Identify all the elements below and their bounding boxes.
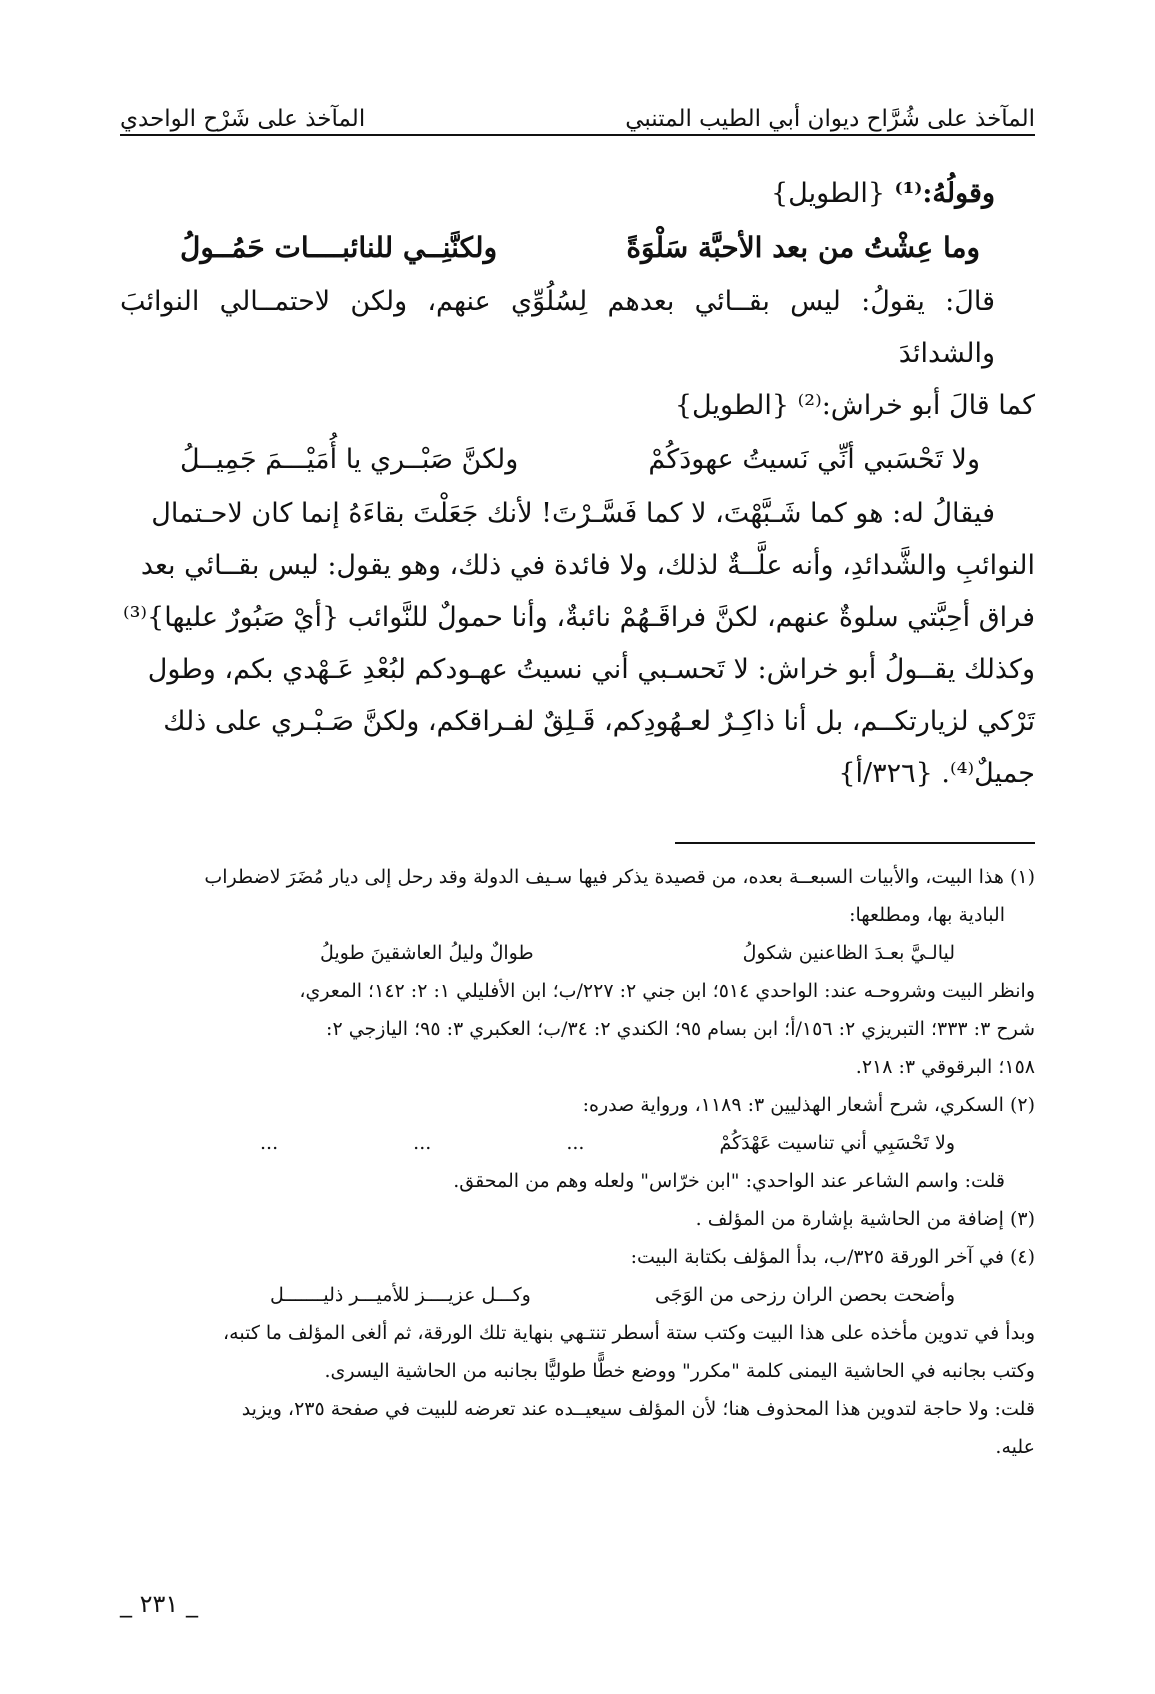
footnote-2-line: قلت: واسم الشاعر عند الواحدي: "ابن خرّاس" ولعله وهم من المحقق. xyxy=(453,1170,1005,1192)
running-header xyxy=(120,86,1035,132)
verse-2-first-hemistich: ولا تَحْسَبي أنِّي نَسيتُ عهودَكُمْ xyxy=(648,444,980,475)
commentary-line: فيقالُ له: هو كما شَـبَّهْتَ، لا كما فَسَّـرْتَ! لأنك جَعَلْتَ بقاءَهُ إنما كان لاحـتمال xyxy=(151,498,995,529)
footnote-verse-hemistich: ولا تَحْسَبِي أني تناسيت عَهْدَكُمْ xyxy=(719,1132,955,1154)
commentary-line: النوائبِ والشَّدائدِ، وأنه علَّــةٌ لذلك، ولا فائدة في ذلك، وهو يقول: ليس بقــائي بعد xyxy=(140,550,1035,581)
ellipsis: ... xyxy=(260,1132,279,1154)
footnote-4-verse xyxy=(120,1276,1035,1314)
commentary-line: وكذلك يقــولُ أبو خراش: لا تَحسـبي أني نسيتُ عهـودكم لبُعْدِ عَـهْدي بكم، وطول xyxy=(147,654,1035,685)
footnotes xyxy=(120,858,1035,1466)
footnote-1-line: البادية بها، ومطلعها: xyxy=(849,904,1005,926)
footnote-1-line: ١٥٨؛ البرقوقي ٣: ٢١٨. xyxy=(855,1056,1035,1078)
commentary-line: جميلٌ⁽⁴⁾. {٣٢٦/أ} xyxy=(838,758,1035,789)
footnote-verse-hemistich: وأضحت بحصن الران رزحى من الوَجَى xyxy=(654,1284,955,1306)
footnote-1-line: وانظر البيت وشروحـه عند: الواحدي ٥١٤؛ ابن جني ٢: ٢٢٧/ب؛ ابن الأفليلي ١: ٢: ١٤٢؛ المعري، xyxy=(299,980,1035,1002)
footnote-verse-hemistich: ليالـيَّ بعـدَ الظاعنين شكولُ xyxy=(742,942,955,964)
footnote-1-line: شرح ٣: ٣٣٣؛ التبريزي ٢: ١٥٦/أ؛ ابن بسام ٩٥؛ الكندي ٢: ٣٤/ب؛ العكبري ٣: ٩٥؛ اليازجي ٢: xyxy=(326,1018,1035,1040)
meter-label: {الطويل} xyxy=(770,178,886,209)
verse-1-second-hemistich: ولكنَّنِــي للنائبــــات حَمُــولُ xyxy=(180,231,498,264)
footnote-verse-hemistich: وكـــل عزيــــز للأميـــر ذليـــــــل xyxy=(270,1284,531,1306)
commentary-line: كما قالَ أبو خراش:⁽²⁾ {الطويل} xyxy=(674,390,1035,421)
commentary-line: قالَ: يقولُ: ليس بقــائي بعدهم لِسُلُوِّي عنهم، ولكن لاحتمــالي النوائبَ والشدائدَ xyxy=(120,286,995,369)
header-chapter-title: المآخذ على شَرْح الواحدي xyxy=(120,106,366,132)
verse-1-first-hemistich: وما عِشْتُ من بعد الأحبَّة سَلْوَةً xyxy=(626,231,980,264)
footnote-4-line: وبدأ في تدوين مأخذه على هذا البيت وكتب ستة أسطر تنتـهي بنهاية تلك الورقة، ثم ألغى المؤلف ما كتبه، xyxy=(223,1322,1035,1344)
footnote-1-line: (١) هذا البيت، والأبيات السبعــة بعده، من قصيدة يذكر فيها سـيف الدولة وقد رحل إلى ديار مُضَرَ لاضطراب xyxy=(204,866,1035,888)
footnote-4-line: قلت: ولا حاجة لتدوين هذا المحذوف هنا؛ لأن المؤلف سيعيــده عند تعرضه للبيت في صفحة ٢٣٥، ويزيد xyxy=(241,1398,1035,1420)
commentary-line: تَرْكي لزيارتكــم، بل أنا ذاكِـرٌ لعـهُودِكم، قَـلِقٌ لفـراقكم، ولكنَّ صَـبْـري على ذلك xyxy=(163,706,1035,737)
verse-1 xyxy=(120,220,1035,276)
footnote-4-line: وكتب بجانبه في الحاشية اليمنى كلمة "مكرر" ووضع خطًّا طوليًّا بجانبه من الحاشية اليسرى. xyxy=(324,1360,1035,1382)
footnote-rule xyxy=(675,842,1035,844)
page-number: _ ٢٣١ _ xyxy=(120,1590,198,1618)
footnote-2-line: (٢) السكري، شرح أشعار الهذليين ٣: ١١٨٩، ورواية صدره: xyxy=(582,1094,1035,1116)
footnote-4-line: (٤) في آخر الورقة ٣٢٥/ب، بدأ المؤلف بكتابة البيت: xyxy=(630,1246,1035,1268)
commentary-line: فراق أحِبَّتي سلوةٌ عنهم، لكنَّ فراقَـهُمْ نائبةٌ، وأنا حمولٌ للنَّوائب {أيْ صَبُورٌ عليها}⁽³⁾ xyxy=(122,602,1035,633)
footnote-2-verse xyxy=(120,1124,1035,1162)
ellipsis: ... xyxy=(413,1132,432,1154)
verse-2-second-hemistich: ولكنَّ صَبْــري يا أُمَيْـــمَ جَمِيــلُ xyxy=(180,444,519,475)
footnote-1-verse xyxy=(120,934,1035,972)
footnote-verse-hemistich: طوالٌ وليلُ العاشقينَ طويلُ xyxy=(320,942,534,964)
footnote-4-line: عليه. xyxy=(995,1436,1035,1458)
ellipsis: ... xyxy=(566,1132,585,1154)
footnote-3-line: (٣) إضافة من الحاشية بإشارة من المؤلف . xyxy=(695,1208,1035,1230)
intro-line xyxy=(120,168,1035,220)
intro-text: وقولُهُ:⁽¹⁾ xyxy=(894,178,995,209)
verse-2 xyxy=(120,432,1035,488)
header-rule xyxy=(120,134,1035,136)
header-book-title: المآخذ على شُرَّاح ديوان أبي الطيب المتنبي xyxy=(625,106,1035,132)
main-text xyxy=(120,168,1035,800)
